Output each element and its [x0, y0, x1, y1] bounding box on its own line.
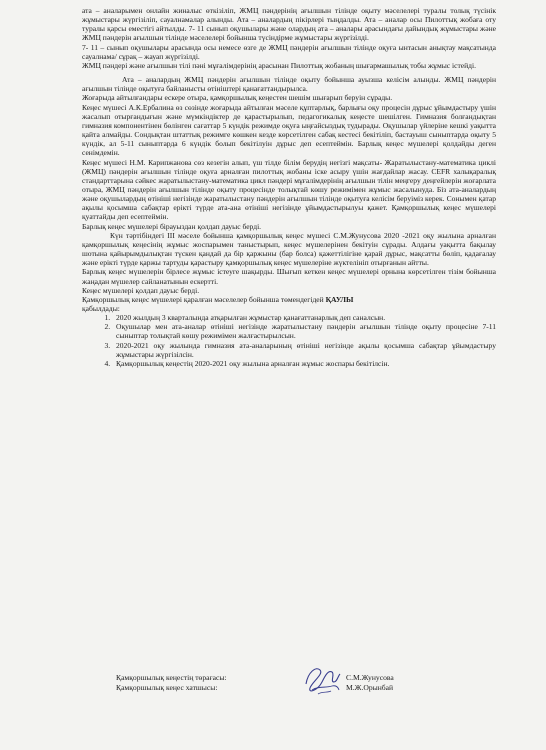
paragraph-creative-group: ЖМЦ пәндері және ағылшын тілі пәні мұғалімдерінің арасынан Пилоттық жобаның шығармашылық тобы жұмыс істейді. — [82, 60, 476, 70]
paragraph-vote-2: Кеңес мүшелері қолдап дауыс берді. — [82, 285, 200, 295]
paragraph-survey: 7- 11 – сынып оқушылары арасында осы немесе өзге де ЖМЦ пәндерін ағылшын тілінде оқуға ынтасын анықтау мақсатында сауалнама/ сұрақ – жауап жүргізілді. — [82, 42, 496, 61]
paragraph-parents-meeting: ата – аналарымен онлайн жиналыс өткізіліп, ЖМЦ пәндерінің ағылшын тілінде оқыту мәселелері туралы толық түсінік жұмыстары жүргізіліп, сауалнамалар алынды. Ата – аналардың пікірлері тыңдалды. Ата – аналар осы Пилоттық жобаға оту туралы қарсы еместігі айтылды. 7- 11 сынып оқушылары және олардың ата – аналары арасындағы дайындық жұмыстары және ЖМЦ пәндерін ағылшын тілінде мәселелері бойынша түсіндірме жұмыстары жүргізілді. — [82, 6, 496, 43]
decision-heading: ҚАУЛЫ — [325, 294, 354, 304]
signature-row-chair — [116, 673, 446, 683]
paragraph-karipzhanova-speech: Кеңес мүшесі Н.М. Карипжанова сөз кезегін алып, үш тілде білім берудің негізгі мақсаты- Жаратылыстану-математика циклі (ЖМЦ) пәндерін ағылшын тілінде оқуға арналған пилоттық жобаны іске асыру үшін жағдайлар жасау. CEFR халықаралық стандарттарына сәйкес жаратылыстану-математика цикл пәндері мұғалімдерінің ағылшын тілін меңгеру деңгейлерін жоғарлата отыра, ЖМЦ пәндерін ағылшын тілінде оқыту процесінде толықтай көшу режимімен жұмыс жасалынуда. Біз ата-аналардың және оқушылардың өтініші негізінде жаратылыстану пәндерін ағылшын тілінде оқытуға келісім беруіміз керек. Сонымен қатар ақылы қосымша сабақтар ерікті түрде ата-ана өтініші негізінде ұйымдастырылуы қажет. Қамқоршылық кеңес мүшелері қуаттайды деп есептеймін. — [82, 157, 496, 222]
paragraph-erbalina-speech: Кеңес мүшесі А.К.Ербалина өз сөзінде жоғарыда айтылған мәселе құптарлық, барлығы оқу процесін дұрыс ұйымдастыру үшін жасалып отырғандығын және мүмкіндіктер де қарастырылып, педагогикалық кеңесте шешілген. Гимназия болғандықтан гимназия компонентінен бөлінген сағаттар 5 күндік режимде оқуға ыңғайсыздық тудырады. Оқушылар үйлеріне кешкі уақытта қайта алмайды. Сондықтан штаттық режимге көшкен кезде көрсетілген сабақ кестесі бекітіліп, бастауыш сыныптарда оқыту 5 күндік, ал 5-11 сыныптарда 6 күндік болып бекітілуін дұрыс деп есептеймін. Барлық кеңес мүшелері қолдайды деген сенімдемін. — [82, 102, 496, 158]
signature-row-secretary — [116, 683, 446, 693]
signature-role: Қамқоршылық кеңестің төрағасы: — [116, 673, 227, 682]
resolutions-list — [82, 313, 496, 368]
list-item: 2. Оқушылар мен ата-аналар өтініші негізінде жаратылыстану пәндерін ағылшын тілінде оқыту процесіне 7-11 сыныптар толықтай көшу режимімен жалғастырылсын. — [112, 322, 496, 340]
signature-name: М.Ж.Орынбай — [346, 683, 394, 692]
paragraph-cooperation: Барлық кеңес мүшелерін бірлесе жұмыс істеуге шақырды. Шығып кеткен кеңес мүшелері орнына көрсетілген тізім бойынша жаңадан мүшелер сайланатынын ескертті. — [82, 267, 496, 286]
list-item: 3. 2020-2021 оқу жылында гимназия ата-аналарының өтініші негізінде ақылы қосымша сабақтар ұйымдастыру жұмыстары жүргізілсін. — [112, 341, 496, 359]
paragraph-vote-1: Барлық кеңес мүшелері бірауыздан қолдап дауыс берді. — [82, 221, 262, 231]
signature-name: С.М.Жунусова — [346, 673, 394, 682]
signature-block — [116, 673, 446, 693]
decision-intro-text: Қамқоршылық кеңес мүшелері қаралған мәселелер бойынша төмендегідей — [82, 294, 324, 304]
paragraph-verbal-consent: Ата – аналардың ЖМЦ пәндерін ағылшын тілінде оқыту бойынша ауызша келісім алынды. ЖМЦ пәндерін ағылшын тілінде оқытуға байланысты өтініштері қанағаттандырылса. — [82, 75, 496, 94]
paragraph-request-decision: Жоғарыда айтылғандары ескере отыра, қамқоршылық кеңестен шешім шығарып беруін сұрады. — [82, 93, 393, 103]
signature-role: Қамқоршылық кеңес хатшысы: — [116, 683, 218, 692]
list-item: 4. Қамқоршылық кеңестің 2020-2021 оқу жылына арналған жұмыс жоспары бекітілсін. — [112, 359, 496, 368]
list-item: 1. 2020 жылдың 3 кварталында атқарылған жұмыстар қанағаттанарлық деп саналсын. — [112, 313, 496, 322]
paragraph-adopted: қабылдады: — [82, 304, 120, 313]
paragraph-zhunusova-plan: Күн тәртібіндегі ІІІ мәселе бойынша қамқоршылық кеңес мүшесі С.М.Жунусова 2020 -2021 оқу жылына арналған қамқоршылық кеңесінің жұмыс жоспарымен таныстырып, кеңес мүшелерінен бекітуін сұрады. Алдағы уақытта бақылау шотына қайырымдылықтан түскен қандай да бір қаржыны (бар болса) қажеттілігіне қарай дұрыс, мақсатты бөліп, қадағалау және ерікті түрде қаржы тартуды қарастыру қамқоршылық кеңес мүшелеріне жүктелініп отырғанын айтты. — [82, 230, 496, 268]
paragraph-decision-intro — [82, 295, 496, 304]
